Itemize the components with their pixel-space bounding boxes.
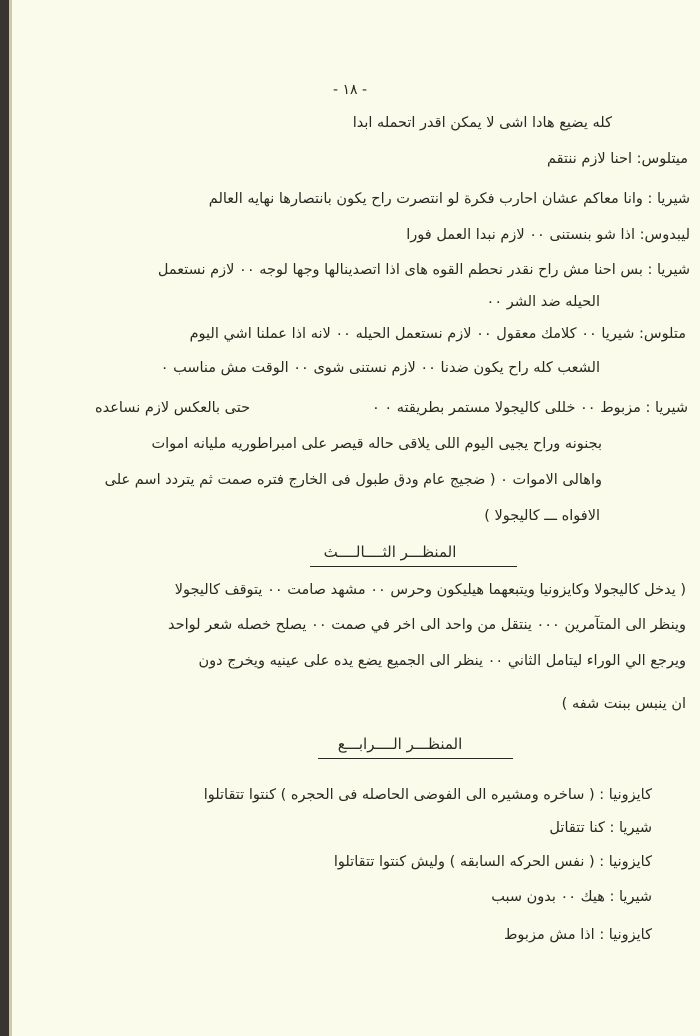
text-line: الحيله ضد الشر ٠٠	[486, 294, 600, 310]
text-line: واهالى الاموات ٠ ( ضجيج عام ودق طبول فى الخارج فتره صمت ثم يتردد اسم على	[104, 472, 602, 488]
text-line: حتى بالعكس لازم نساعده	[95, 400, 251, 416]
dialogue-line: كايزونيا : اذا مش مزبوط	[504, 927, 652, 943]
text-line: كله يضيع هادا اشى لا يمكن اقدر اتحمله ابدا	[352, 115, 612, 131]
stage-direction-line: ان ينبس ببنت شفه )	[561, 696, 686, 712]
stage-direction-line: ويرجع الي الوراء ليتامل الثاني ٠٠ ينظر الى الجميع يضع يده على عينيه ويخرج دون	[198, 653, 686, 669]
text-line: بجنونه وراح يجيى اليوم اللى يلاقى حاله قيصر على امبراطوريه مليانه اموات	[151, 436, 602, 452]
dialogue-line: شيريا : هيك ٠٠ بدون سبب	[491, 889, 652, 905]
scene3-underline	[310, 566, 517, 567]
text-line: شيريا : بس احنا مش راح نقدر نحطم القوه هاى اذا اتصدينالها وجها لوجه ٠٠ لازم نستعمل	[157, 262, 690, 278]
text-line: الشعب كله راح يكون ضدنا ٠٠ لازم نستنى شوى ٠٠ الوقت مش مناسب ٠	[160, 360, 600, 376]
scene4-title: المنظـــر الــــرابـــع	[337, 735, 463, 753]
page-number: - ١٨ -	[332, 82, 368, 98]
dialogue-line: شيريا : كنا تتقاتل	[549, 820, 652, 836]
stage-direction-line: ( يدخل كاليجولا وكايزونيا ويتبعهما هيليكون وحرس ٠٠ مشهد صامت ٠٠ يتوقف كاليجولا	[174, 582, 686, 598]
text-line: متلوس: شيريا ٠٠ كلامك معقول ٠٠ لازم نستعمل الحيله ٠٠ لانه اذا عملنا اشي اليوم	[189, 326, 686, 342]
text-line: شيريا : وانا معاكم عشان احارب فكرة لو انتصرت راح يكون بانتصارها نهايه العالم	[208, 191, 690, 207]
scene3-title: المنظـــر الثــــالــــث	[323, 543, 457, 561]
scene4-underline	[318, 758, 513, 759]
text-line: ليبدوس: اذا شو بنستنى ٠٠ لازم نبدا العمل فورا	[406, 227, 690, 243]
scan-edge	[0, 0, 9, 1036]
text-line: ميتلوس: احنا لازم ننتقم	[546, 151, 688, 167]
text-line: شيريا : مزبوط ٠٠ خللى كاليجولا مستمر بطريقته ٠ ٠	[371, 400, 688, 416]
scan-edge-shadow	[9, 0, 12, 1036]
stage-direction-line: وينظر الى المتآمرين ٠٠٠ ينتقل من واحد الى اخر في صمت ٠٠ يصلح خصله شعر لواحد	[168, 617, 686, 633]
dialogue-line: كايزونيا : ( نفس الحركه السابقه ) وليش كنتوا تتقاتلوا	[333, 854, 652, 870]
text-line: الافواه ـــ كاليجولا )	[484, 508, 600, 524]
dialogue-line: كايزونيا : ( ساخره ومشيره الى الفوضى الحاصله فى الحجره ) كنتوا تتقاتلوا	[203, 787, 652, 803]
